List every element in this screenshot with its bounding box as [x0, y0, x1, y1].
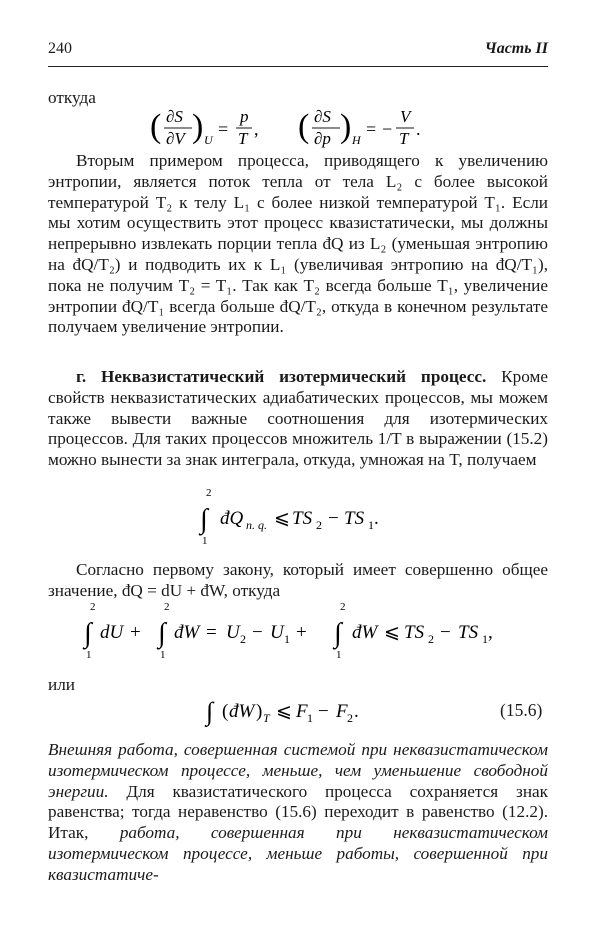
paragraph-heat-flow: Вторым примером процесса, приводящего к увеличению энтропии, является поток тепла от тела L₂ с более высокой температурой T₂ к телу L₁ с более низкой температурой T₁. Если мы хотим осуществить этот процесс квазистатически, мы должны непрерывно извлекать порции тепла đQ из L₂ (уменьшая энтропию на đQ/T₂) и подводить их к L₁ (увеличивая энтропию на đQ/T₁), пока не получим T₂ = T₁. Так как T₂ всегда больше T₁, увеличение энтропии đQ/T₁ всегда больше đQ/T₂, откуда в конечном результате получаем увеличение энтропии. — [48, 151, 548, 337]
svg-text:đW: đW — [352, 622, 378, 643]
section-heading: г. Неквазистатический изотермический процесс. — [76, 367, 487, 386]
svg-text:∫: ∫ — [84, 618, 92, 649]
svg-text:đW: đW — [229, 701, 255, 722]
svg-text:2: 2 — [90, 601, 96, 613]
svg-text:⩽: ⩽ — [384, 622, 400, 643]
svg-text:TS: TS — [404, 622, 425, 643]
svg-text:.: . — [354, 701, 359, 722]
svg-text:H: H — [352, 133, 361, 147]
svg-text:V: V — [400, 107, 411, 126]
svg-text:2: 2 — [347, 711, 353, 725]
svg-text:=: = — [218, 119, 229, 139]
svg-text:−: − — [252, 622, 263, 643]
formula-partial-derivatives — [150, 104, 450, 156]
svg-text:U: U — [204, 133, 213, 147]
svg-text:∫: ∫ — [334, 618, 342, 649]
svg-text:2: 2 — [240, 632, 246, 646]
svg-text:1: 1 — [160, 649, 166, 661]
svg-text:(: ( — [298, 108, 310, 145]
svg-text:−: − — [328, 508, 339, 529]
svg-text:,: , — [254, 119, 259, 139]
paragraph-isothermal — [48, 367, 548, 471]
svg-text:∫: ∫ — [200, 504, 208, 535]
paragraph-first-law: Согласно первому закону, который имеет совершенно общее значение, đQ = dU + đW, откуда — [48, 560, 548, 600]
svg-text:U: U — [270, 622, 284, 643]
svg-text:−: − — [382, 119, 393, 139]
svg-text:T: T — [399, 129, 409, 148]
svg-text:): ) — [340, 108, 352, 145]
page-header — [48, 40, 548, 67]
svg-text:TS: TS — [292, 508, 313, 529]
svg-text:2: 2 — [428, 632, 434, 646]
svg-text:∫: ∫ — [206, 697, 214, 726]
svg-text:∂S: ∂S — [314, 107, 331, 126]
svg-text:U: U — [226, 622, 240, 643]
svg-text:TS: TS — [344, 508, 365, 529]
svg-text:đW: đW — [174, 622, 200, 643]
formula-free-energy — [204, 692, 384, 730]
svg-text:=: = — [206, 622, 217, 643]
svg-text:1: 1 — [336, 649, 342, 661]
svg-text:.: . — [416, 119, 421, 139]
svg-text:∂S: ∂S — [166, 107, 183, 126]
svg-text:(: ( — [150, 108, 162, 145]
svg-text:F: F — [296, 701, 308, 722]
text-otkuda: откуда — [48, 88, 96, 107]
svg-text:⩽: ⩽ — [276, 701, 292, 722]
svg-text:+: + — [130, 622, 141, 643]
svg-text:−: − — [318, 701, 329, 722]
svg-text:∫: ∫ — [158, 618, 166, 649]
svg-text:1: 1 — [482, 632, 488, 646]
svg-text:⩽: ⩽ — [274, 508, 290, 529]
svg-text:.: . — [374, 508, 379, 529]
svg-text:TS: TS — [458, 622, 479, 643]
svg-text:F: F — [336, 701, 348, 722]
svg-text:dU: dU — [100, 622, 124, 643]
svg-text:1: 1 — [86, 649, 92, 661]
formula-integral-heat — [196, 486, 416, 548]
svg-text:∂V: ∂V — [166, 129, 185, 148]
svg-text:T: T — [238, 129, 248, 148]
text-ili: или — [48, 675, 75, 694]
svg-text:1: 1 — [284, 632, 290, 646]
paragraph-isothermal-text: Кроме свойств неквазистатических адиабатических процессов, мы можем также вывести важные соотношения для изотермических процессов. Для таких процессов множитель 1/T в выражении (15.2) можно вынести за знак интеграла, откуда, умножая на T, получаем — [48, 367, 549, 470]
svg-text:2: 2 — [164, 601, 170, 613]
svg-text:+: + — [296, 622, 307, 643]
page-number: 240 — [48, 40, 72, 57]
svg-text:−: − — [440, 622, 451, 643]
svg-text:1: 1 — [307, 711, 313, 725]
part-title: Часть II — [484, 40, 548, 57]
svg-text:đQ: đQ — [220, 508, 244, 529]
equation-number: (15.6) — [500, 700, 543, 720]
svg-text:n. q.: n. q. — [246, 518, 267, 532]
conclusion-statement: Внешняя работа, совершенная системой при неквазистатическом изотермическом процессе, меньше, чем уменьшение свободной энергии. — [48, 740, 548, 801]
formula-work-inequality — [82, 600, 522, 662]
paragraph-conclusion — [48, 740, 548, 886]
svg-text:2: 2 — [340, 601, 346, 613]
svg-text:1: 1 — [202, 535, 208, 547]
svg-text:): ) — [192, 108, 204, 145]
conclusion-text: Для квазистатического процесса сохраняется знак равенства; тогда неравенство (15.6) переходит в равенство (12.2). Итак, — [48, 781, 548, 843]
svg-text:(: ( — [222, 701, 229, 722]
svg-text:p: p — [240, 107, 249, 126]
conclusion-tail: работа, совершенная при неквазистатическом изотермическом процессе, меньше работы, совершенной при квазистатиче- — [48, 823, 548, 884]
svg-text:): ) — [256, 701, 263, 722]
svg-text:T: T — [263, 711, 270, 725]
svg-text:2: 2 — [316, 518, 322, 532]
svg-text:=: = — [366, 119, 377, 139]
svg-text:∂p: ∂p — [314, 129, 331, 148]
svg-text:1: 1 — [368, 518, 374, 532]
svg-text:2: 2 — [206, 487, 212, 499]
svg-text:,: , — [488, 622, 493, 643]
